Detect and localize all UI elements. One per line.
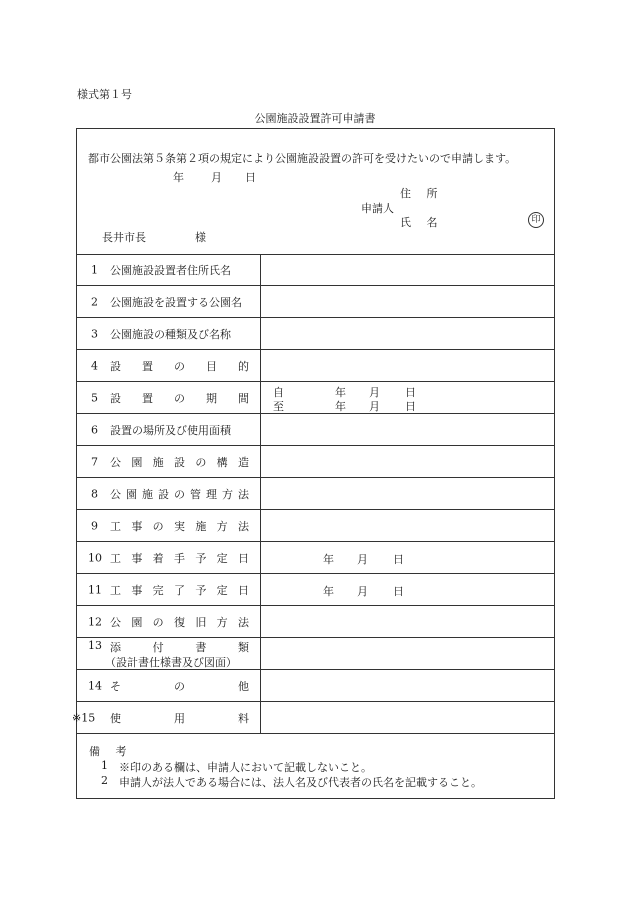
- label-char: 設: [110, 359, 121, 373]
- row-label: [110, 454, 249, 470]
- applicant-label: 申請人: [361, 202, 394, 215]
- label-char: 了: [173, 583, 185, 597]
- row-attachments: [77, 638, 554, 670]
- label-char: 事: [131, 583, 143, 597]
- note-2-text: 申請人が法人である場合には、法人名及び代表者の氏名を記載すること。: [119, 776, 482, 789]
- label-char: 施: [152, 455, 164, 469]
- row-purpose: [77, 350, 554, 382]
- row-number: 2: [91, 295, 98, 308]
- completion-year: 年: [323, 585, 334, 598]
- row-label: [110, 390, 249, 406]
- period-from-year: 年: [335, 386, 346, 399]
- label-char: 管: [190, 487, 201, 501]
- period-from-day: 日: [405, 386, 416, 399]
- label-char: 書: [195, 641, 207, 654]
- note-1-text: ※印のある欄は、申請人において記載しないこと。: [119, 761, 372, 774]
- label-char: 着: [152, 551, 164, 565]
- label-char: 完: [152, 583, 164, 597]
- label-char: 置: [142, 391, 153, 405]
- label-char: 復: [173, 615, 185, 629]
- period-to-day: 日: [405, 400, 416, 413]
- field-restoration-method[interactable]: [261, 606, 554, 637]
- form-number: 様式第１号: [77, 88, 132, 101]
- label-char: の: [174, 487, 185, 501]
- application-form: [72, 128, 555, 799]
- label-char: 施: [195, 519, 207, 533]
- note-1-number: 1: [101, 759, 108, 772]
- note-2-number: 2: [101, 774, 108, 787]
- address-label: 住 所: [400, 187, 444, 200]
- label-char: 手: [173, 551, 185, 565]
- row-label: 設置の場所及び使用面積: [110, 423, 231, 437]
- label-char: 置: [142, 359, 153, 373]
- label-char: の: [174, 391, 185, 405]
- period-from-label: 自: [273, 386, 284, 399]
- label-char: の: [152, 615, 164, 629]
- label-char: 旧: [195, 615, 207, 629]
- row-number: 5: [91, 391, 98, 404]
- date-day-label: 日: [245, 171, 256, 184]
- row-restoration-method: [77, 606, 554, 638]
- label-char: 園: [131, 455, 143, 469]
- label-char: 予: [195, 583, 207, 597]
- label-char: 間: [238, 391, 249, 405]
- row-label: [110, 358, 249, 374]
- label-char: 方: [216, 615, 228, 629]
- label-char: 方: [216, 519, 228, 533]
- label-char: の: [174, 359, 185, 373]
- label-char: 設: [173, 455, 185, 469]
- label-char: 的: [238, 359, 249, 373]
- field-construction-method[interactable]: [261, 510, 554, 541]
- label-char: 目: [206, 359, 217, 373]
- label-char: 工: [110, 583, 121, 597]
- label-char: 工: [110, 551, 121, 565]
- row-label: 公園施設の種類及び名称: [110, 327, 231, 341]
- field-applicant-address-name[interactable]: [261, 254, 554, 285]
- label-char: の: [195, 455, 207, 469]
- field-start-date[interactable]: [261, 542, 554, 573]
- label-char: 実: [173, 519, 185, 533]
- label-char: 類: [237, 641, 249, 654]
- label-char: 理: [206, 487, 217, 501]
- label-char: 施: [142, 487, 153, 501]
- row-number: ※15: [72, 711, 96, 724]
- label-char: 工: [110, 519, 121, 533]
- row-label: [110, 518, 249, 534]
- label-char: 添: [110, 641, 121, 654]
- field-facility-type-name[interactable]: [261, 318, 554, 349]
- label-char: 公: [110, 455, 121, 469]
- row-number: 8: [91, 487, 98, 500]
- row-label: [110, 639, 249, 655]
- row-label: 公園施設を設置する公園名: [110, 295, 242, 309]
- row-label: [110, 582, 249, 598]
- field-park-name[interactable]: [261, 286, 554, 317]
- label-char: 用: [174, 711, 185, 725]
- row-label: [110, 614, 249, 630]
- field-management-method[interactable]: [261, 478, 554, 509]
- label-char: 公: [110, 487, 121, 501]
- addressee-honorific: 様: [195, 231, 206, 244]
- period-from-month: 月: [369, 386, 380, 399]
- label-char: 日: [237, 583, 249, 597]
- row-usage-fee: [72, 702, 554, 734]
- row-number: 9: [91, 519, 98, 532]
- period-to-year: 年: [335, 400, 346, 413]
- completion-month: 月: [357, 585, 368, 598]
- application-statement: 都市公園法第５条第２項の規定により公園施設設置の許可を受けたいので申請します。: [88, 152, 517, 165]
- document-title: 公園施設設置許可申請書: [254, 112, 376, 125]
- row-sublabel: （設計書仕様書及び図面）: [105, 656, 237, 669]
- date-month-label: 月: [211, 171, 222, 184]
- field-location-area[interactable]: [261, 414, 554, 445]
- label-char: の: [174, 679, 185, 693]
- notes-section: [77, 734, 554, 800]
- label-char: 公: [110, 615, 121, 629]
- row-management-method: [77, 478, 554, 510]
- field-usage-fee[interactable]: [261, 702, 554, 733]
- row-construction-method: [77, 510, 554, 542]
- seal-mark: 印: [528, 212, 544, 228]
- label-char: 造: [237, 455, 249, 469]
- row-start-date: [77, 542, 554, 574]
- start-month: 月: [357, 553, 368, 566]
- row-number: 13: [88, 639, 102, 652]
- field-period[interactable]: [261, 382, 554, 413]
- label-char: 定: [216, 583, 228, 597]
- row-completion-date: [77, 574, 554, 606]
- label-char: 法: [238, 487, 249, 501]
- date-year-label: 年: [173, 171, 184, 184]
- field-structure[interactable]: [261, 446, 554, 477]
- label-char: の: [152, 519, 164, 533]
- label-char: 事: [131, 551, 143, 565]
- row-label: [110, 710, 249, 726]
- label-char: 設: [158, 487, 169, 501]
- addressee: 長井市長: [102, 231, 146, 244]
- row-location-area: [77, 414, 554, 446]
- row-number: 3: [91, 327, 98, 340]
- period-to-month: 月: [369, 400, 380, 413]
- row-label: 公園施設設置者住所氏名: [110, 263, 231, 277]
- label-char: 園: [131, 615, 143, 629]
- label-char: 定: [216, 551, 228, 565]
- label-char: 構: [216, 455, 228, 469]
- row-number: 4: [91, 359, 98, 372]
- row-number: 11: [88, 583, 102, 596]
- row-number: 6: [91, 423, 98, 436]
- row-number: 7: [91, 455, 98, 468]
- label-char: そ: [110, 679, 121, 693]
- start-day: 日: [393, 553, 404, 566]
- label-char: 設: [110, 391, 121, 405]
- row-label: [110, 550, 249, 566]
- label-char: 方: [222, 487, 233, 501]
- label-char: 付: [152, 641, 164, 654]
- name-label: 氏 名: [400, 216, 444, 229]
- label-char: 法: [237, 519, 249, 533]
- row-number: 10: [88, 551, 102, 564]
- field-completion-date[interactable]: [261, 574, 554, 605]
- row-number: 14: [88, 679, 102, 692]
- label-char: 予: [195, 551, 207, 565]
- label-char: 法: [237, 615, 249, 629]
- label-char: 園: [126, 487, 137, 501]
- label-char: 期: [206, 391, 217, 405]
- field-other[interactable]: [261, 670, 554, 701]
- row-label: [110, 486, 249, 502]
- row-number: 12: [88, 615, 102, 628]
- row-period: [77, 382, 554, 414]
- period-to-label: 至: [273, 400, 284, 413]
- row-other: [77, 670, 554, 702]
- label-char: 事: [131, 519, 143, 533]
- completion-day: 日: [393, 585, 404, 598]
- row-park-name: [77, 286, 554, 318]
- label-char: 料: [238, 711, 249, 725]
- row-number: 1: [91, 263, 98, 276]
- start-year: 年: [323, 553, 334, 566]
- field-attachments[interactable]: [261, 638, 554, 669]
- row-applicant-address-name: [77, 254, 554, 286]
- label-char: 他: [238, 679, 249, 693]
- row-label: [110, 678, 249, 694]
- label-char: 日: [237, 551, 249, 565]
- row-facility-type-name: [77, 318, 554, 350]
- row-structure: [77, 446, 554, 478]
- label-char: 使: [110, 711, 121, 725]
- application-header: [77, 129, 554, 255]
- notes-heading: 備 考: [89, 745, 133, 758]
- field-purpose[interactable]: [261, 350, 554, 381]
